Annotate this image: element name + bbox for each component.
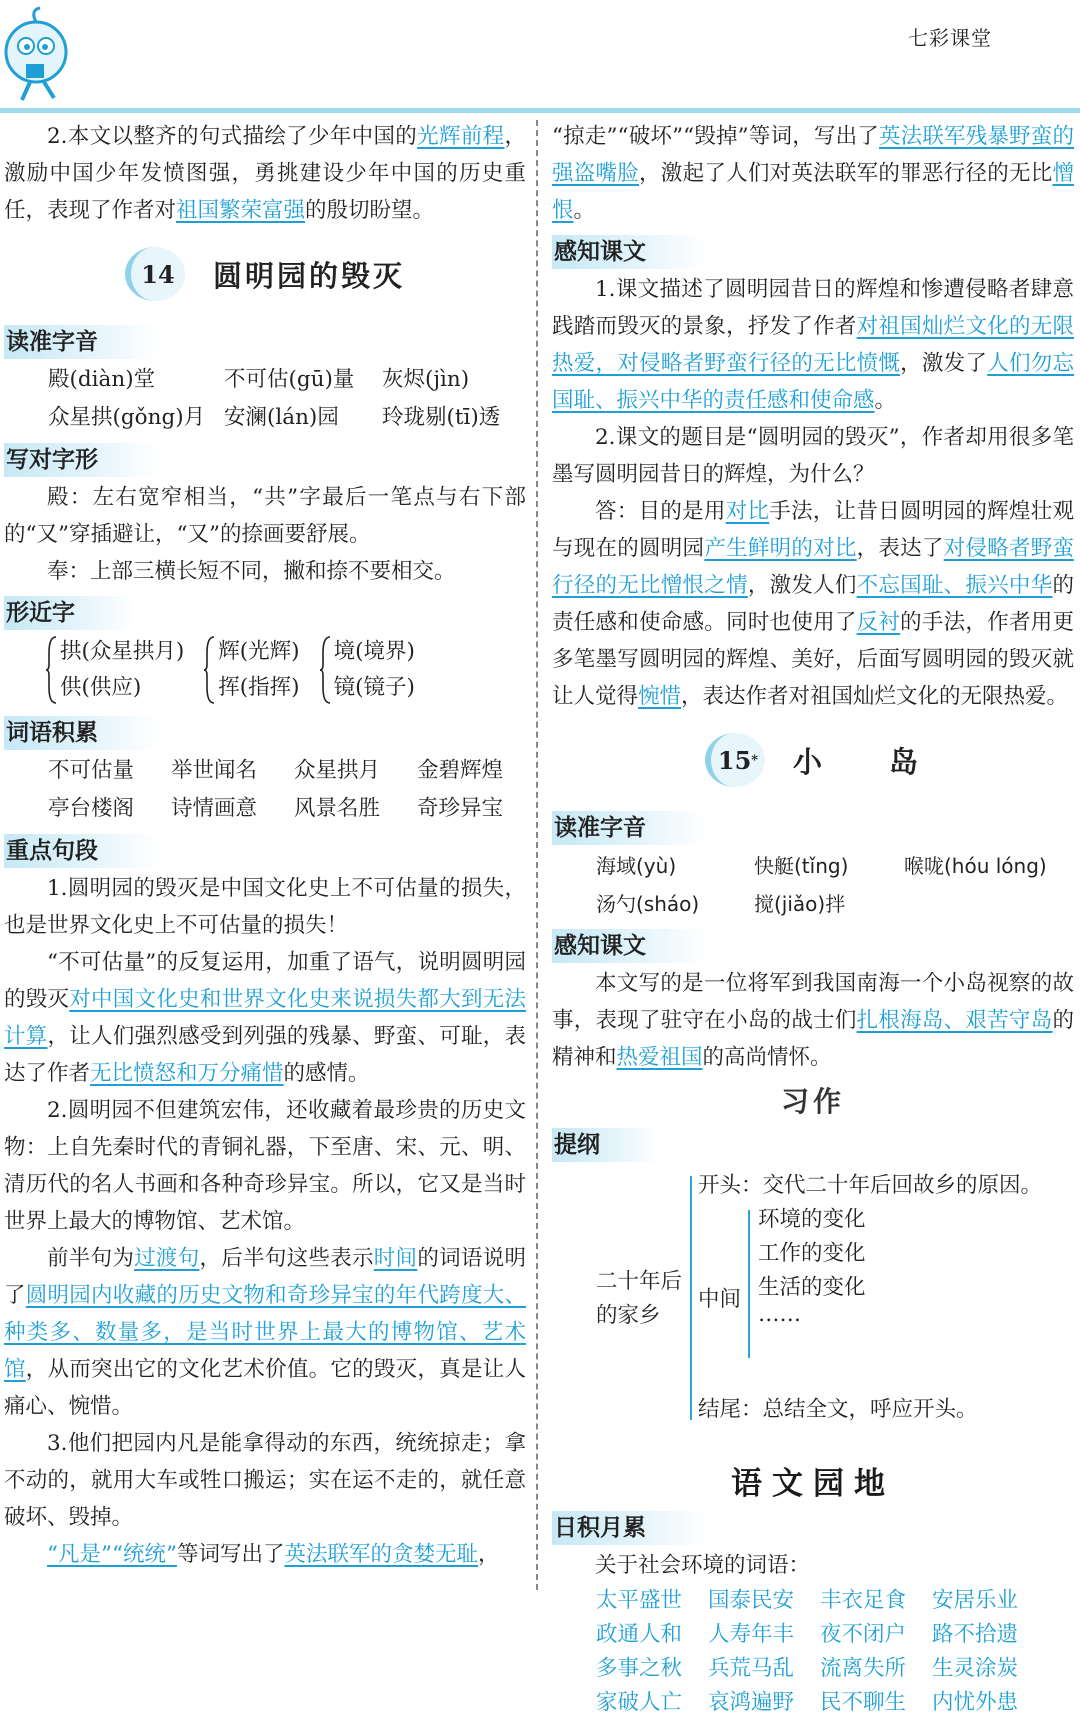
word-list	[4, 752, 526, 828]
text-segment: 等词写出了	[176, 1542, 285, 1567]
section-words: 词语积累	[4, 716, 158, 750]
word-item: 内忧外患	[932, 1690, 1019, 1715]
outline-end: 结尾：总结全文，呼应开头。	[698, 1397, 978, 1422]
key-analysis-2	[4, 1240, 526, 1425]
word-item: 奇珍异宝	[417, 796, 504, 821]
outline-diagram	[552, 1164, 1074, 1454]
intro-paragraph	[4, 118, 526, 229]
text-segment: ，表达作者对祖国灿烂文化的无限热爱。	[681, 684, 1069, 709]
read-item: 海域(yù)	[596, 854, 677, 878]
header-rule	[0, 108, 1080, 113]
lesson-title: 小 岛	[792, 744, 921, 779]
word-item: 金碧辉煌	[417, 758, 504, 783]
word-item: 国泰民安	[708, 1588, 795, 1613]
word-item: 安居乐业	[932, 1588, 1019, 1613]
section-write: 写对字形	[4, 443, 158, 477]
word-item: 丰衣足食	[820, 1588, 907, 1613]
text-segment: ，激起了人们对英法联军的罪恶行径的无比	[639, 161, 1053, 186]
read-item: 众星拱(gǒng)月	[48, 405, 206, 430]
outline-sub-brace	[748, 1210, 750, 1358]
word-item: 太平盛世	[596, 1588, 683, 1613]
read-item: 汤勺(sháo)	[596, 892, 700, 916]
word-item: 民不聊生	[820, 1690, 907, 1715]
answer-underline: 祖国繁荣富强	[176, 198, 306, 223]
outline-item: 环境的变化	[758, 1207, 866, 1232]
text-segment: 的责任感和使命感。同时也使用了	[552, 573, 1074, 635]
outline-root: 二十年后	[596, 1269, 683, 1294]
text-segment: 。	[874, 388, 897, 413]
feel-2-answer	[552, 493, 1074, 715]
lesson-num-text: 15	[717, 745, 752, 775]
answer-underline: 对中国文化史和世界文化史来说损失都大到无法计算	[4, 987, 526, 1049]
word-item: 不可估量	[48, 758, 135, 783]
word-item: 哀鸿遍野	[708, 1690, 795, 1715]
section-feel: 感知课文	[552, 235, 706, 269]
lesson-15-title	[552, 723, 1074, 797]
outline-middle: 中间	[698, 1287, 742, 1312]
garden-banner: 语文园地	[731, 1466, 895, 1502]
answer-underline: 不忘国耻、振兴中华	[856, 573, 1053, 598]
read-row-1	[4, 361, 526, 399]
outline-item: ……	[758, 1302, 801, 1327]
section-read-2: 读准字音	[552, 811, 706, 845]
island-summary	[552, 965, 1074, 1076]
daily-intro: 关于社会环境的词语：	[595, 1553, 811, 1578]
answer-underline: 憎恨	[552, 161, 1074, 223]
outline-root: 的家乡	[596, 1303, 661, 1328]
text-segment: ，从而突出它的文化艺术价值。它的毁灭，真是让人痛心、惋惜。	[4, 1357, 526, 1419]
outline-item: 工作的变化	[758, 1241, 866, 1266]
section-daily: 日积月累	[552, 1511, 706, 1545]
text-segment: 。	[573, 198, 596, 223]
brace-icon	[320, 635, 332, 705]
answer-underline: 惋惜	[638, 684, 682, 709]
answer-underline: 产生鲜明的对比	[704, 536, 857, 561]
answer-underline: 时间	[373, 1246, 418, 1271]
word-item: 多事之秋	[596, 1656, 683, 1681]
word-item: 路不拾遗	[932, 1622, 1019, 1647]
text-segment: “不可估量”的反复运用，加重了语气，说明圆明园的毁灭	[4, 950, 526, 1012]
answer-underline: 无比愤怒和万分痛惜	[90, 1061, 284, 1086]
text-segment: 手法，让昔日圆明园的辉煌壮观与现在的圆明园	[552, 499, 1074, 561]
text-segment: “掠走”“破坏”“毁掉”等词，写出了	[552, 124, 879, 149]
lesson-number	[705, 733, 765, 787]
answer-underline: 对比	[725, 499, 770, 524]
right-column	[552, 118, 1074, 1720]
read-item: 不可估(gū)量	[224, 367, 355, 392]
word-item: 举世闻名	[171, 758, 258, 783]
column-divider	[536, 120, 538, 1590]
answer-underline: 对侵略者野蛮行径的无比憎恨之情	[552, 536, 1074, 598]
key-sentence-1: 1.圆明园的毁灭是中国文化史上不可估量的损失，也是世界文化史上不可估量的损失！	[4, 876, 526, 938]
key-sentence-3: 3.他们把园内凡是能拿得动的东西，统统掠走；拿不动的，就用大车或牲口搬运；实在运不走的，就任意破坏、毁掉。	[4, 1431, 526, 1530]
outline-brace	[690, 1176, 692, 1420]
text-segment: ，表达了	[856, 536, 944, 561]
word-item: 生灵涂炭	[932, 1656, 1019, 1681]
similar-item: 挥(指挥)	[218, 675, 300, 700]
similar-item: 境(境界)	[333, 639, 415, 664]
answer-underline: 扎根海岛、艰苦守岛	[856, 1008, 1053, 1033]
site-name: 七彩课堂	[908, 26, 992, 50]
answer-underline: 对祖国灿烂文化的无限热爱，对侵略者野蛮行径的无比愤慨	[552, 314, 1074, 376]
word-item: 政通人和	[596, 1622, 683, 1647]
text-segment: 前半句为	[47, 1246, 135, 1271]
similar-group	[320, 634, 415, 706]
similar-item: 镜(镜子)	[333, 675, 415, 700]
section-outline: 提纲	[552, 1128, 660, 1162]
feel-1	[552, 271, 1074, 419]
similar-item: 供(供应)	[60, 675, 142, 700]
text-segment: 的精神和	[552, 1008, 1074, 1070]
lesson-number: 14	[125, 247, 185, 301]
text-segment: ，激发了	[900, 351, 988, 376]
lesson-title: 圆明园的毁灭	[212, 258, 405, 293]
word-item: 兵荒马乱	[708, 1656, 795, 1681]
similar-chars	[4, 634, 526, 706]
similar-group	[46, 634, 184, 706]
read-item: 玲珑剔(tī)透	[382, 405, 501, 430]
answer-underline: 反衬	[856, 610, 901, 635]
answer-underline: 圆明园内收藏的历史文物和奇珍异宝的年代跨度大、种类多、数量多，是当时世界上最大的博物馆、艺术馆	[4, 1283, 526, 1382]
brace-icon	[204, 635, 216, 705]
read-item: 安澜(lán)园	[224, 405, 339, 430]
similar-group	[204, 634, 299, 706]
writing-banner: 习作	[780, 1085, 845, 1118]
read-item: 搅(jiǎo)拌	[754, 892, 846, 916]
text-segment: 本文写的是一位将军到我国南海一个小岛视察的故事，表现了驻守在小岛的战士们	[552, 971, 1074, 1033]
text-segment: 1.课文描述了圆明园昔日的辉煌和惨遭侵略者肆意践踏而毁灭的景象，抒发了作者	[552, 277, 1074, 339]
section-key: 重点句段	[4, 834, 158, 868]
read2-row-1	[552, 847, 1074, 885]
text-segment: 答：目的是用	[595, 499, 726, 524]
word-item: 众星拱月	[294, 758, 381, 783]
text-segment: ，	[478, 1542, 500, 1567]
text-segment: 2.本文以整齐的句式描绘了少年中国的	[47, 124, 418, 149]
text-segment: ，激励中国少年发愤图强，勇挑建设少年中国的历史重任，表现了作者对	[4, 124, 526, 223]
key-analysis-1	[4, 944, 526, 1092]
daily-word-list	[552, 1584, 1074, 1720]
brace-icon	[46, 635, 58, 705]
text-segment: ，后半句这些表示	[199, 1246, 374, 1271]
text-segment: ，让人们强烈感受到列强的残暴、野蛮、可耻，表达了作者	[4, 1024, 526, 1086]
feel-2-question: 2.课文的题目是“圆明园的毁灭”，作者却用很多笔墨写圆明园昔日的辉煌，为什么？	[552, 425, 1074, 487]
mascot-icon	[0, 6, 82, 106]
word-item: 诗情画意	[171, 796, 258, 821]
read-item: 殿(diàn)堂	[48, 367, 156, 392]
section-read: 读准字音	[4, 325, 158, 359]
text-segment: 的手法，作者用更多笔墨写圆明园的辉煌、美好，后面写圆明园的毁灭就让人觉得	[552, 610, 1074, 709]
left-column	[4, 118, 526, 1573]
answer-underline: 过渡句	[134, 1246, 200, 1271]
read-row-2	[4, 399, 526, 437]
word-item: 家破人亡	[596, 1690, 683, 1715]
answer-underline: 英法联军残暴野蛮的强盗嘴脸	[552, 124, 1074, 186]
page-header	[0, 0, 1080, 110]
text-segment: 的殷切盼望。	[305, 198, 435, 223]
write-note-2: 奉：上部三横长短不同，撇和捺不要相交。	[47, 559, 456, 584]
answer-underline: “凡是”“统统”	[47, 1542, 177, 1567]
read-item: 快艇(tǐng)	[754, 854, 849, 878]
read-item: 灰烬(jìn)	[382, 367, 470, 392]
read2-row-2	[552, 885, 1074, 923]
word-item: 亭台楼阁	[48, 796, 135, 821]
key-analysis-3	[4, 1536, 526, 1573]
lesson-14-title	[4, 237, 526, 311]
answer-underline: 热爱祖国	[616, 1045, 703, 1070]
answer-underline: 英法联军的贪婪无耻	[284, 1542, 478, 1567]
word-item: 夜不闭户	[820, 1622, 907, 1647]
read-item: 喉咙(hóu lóng)	[904, 854, 1047, 878]
answer-underline: 光辉前程	[417, 124, 505, 149]
key-analysis-3-cont	[552, 118, 1074, 229]
text-segment: 的感情。	[283, 1061, 370, 1086]
section-feel-2: 感知课文	[552, 929, 706, 963]
similar-item: 辉(光辉)	[218, 639, 300, 664]
text-segment: ，激发人们	[747, 573, 857, 598]
outline-item: 生活的变化	[758, 1275, 866, 1300]
word-item: 风景名胜	[294, 796, 381, 821]
write-note-1: 殿：左右宽窄相当，“共”字最后一笔点与右下部的“又”穿插避让，“又”的捺画要舒展。	[4, 485, 526, 547]
outline-start: 开头：交代二十年后回故乡的原因。	[698, 1173, 1043, 1198]
similar-item: 拱(众星拱月)	[60, 639, 185, 664]
key-sentence-2: 2.圆明园不但建筑宏伟，还收藏着最珍贵的历史文物：上自先秦时代的青铜礼器，下至唐、宋、元、明、清历代的名人书画和各种奇珍异宝。所以，它又是当时世界上最大的博物馆、艺术馆。	[4, 1098, 526, 1234]
section-similar: 形近字	[4, 596, 135, 630]
answer-underline: 人们勿忘国耻、振兴中华的责任感和使命感	[552, 351, 1074, 413]
word-item: 流离失所	[820, 1656, 907, 1681]
text-segment: 的词语说明了	[4, 1246, 526, 1308]
word-item: 人寿年丰	[708, 1622, 795, 1647]
text-segment: 的高尚情怀。	[702, 1045, 832, 1070]
lesson-star: *	[751, 752, 759, 768]
